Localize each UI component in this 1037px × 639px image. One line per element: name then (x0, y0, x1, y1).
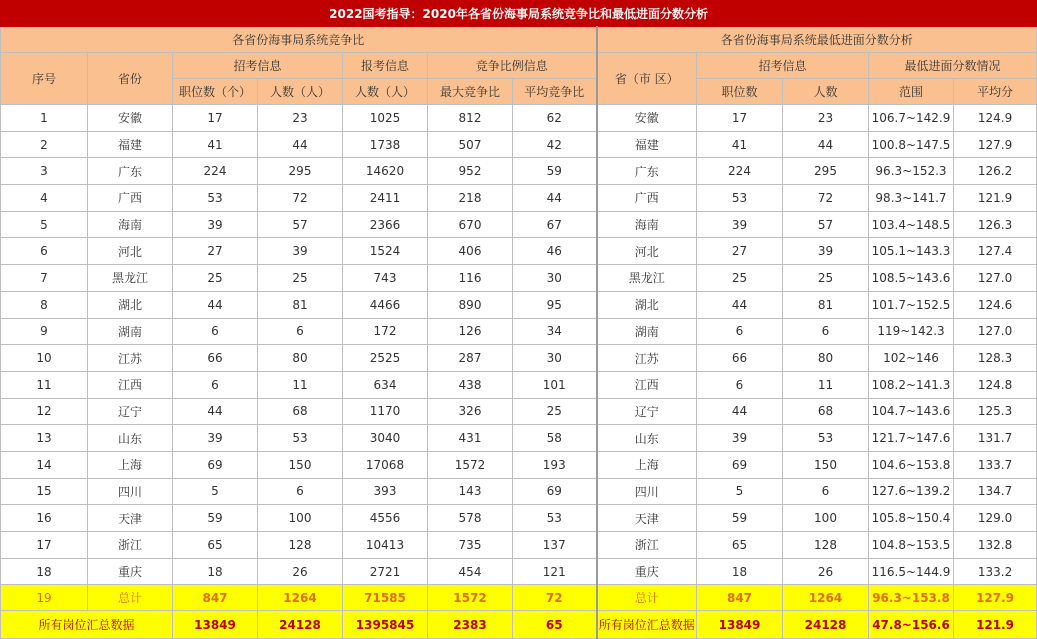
people2-cell: 6 (783, 318, 869, 345)
all-avg-ratio-cell: 65 (513, 611, 597, 639)
city-cell: 四川 (597, 478, 697, 505)
all-positions2-cell: 13849 (697, 611, 783, 639)
avg-ratio-cell: 95 (513, 291, 597, 318)
positions-cell: 39 (173, 211, 258, 238)
people-cell: 25 (258, 265, 343, 292)
positions-cell: 5 (173, 478, 258, 505)
header-avg-ratio: 平均竞争比 (513, 79, 597, 105)
total-range-cell: 96.3~153.8 (869, 585, 954, 611)
table-row (1, 371, 1037, 398)
score-cell: 133.7 (954, 451, 1037, 478)
seq-cell: 15 (1, 478, 88, 505)
avg-ratio-cell: 34 (513, 318, 597, 345)
people2-cell: 11 (783, 371, 869, 398)
people2-cell: 150 (783, 451, 869, 478)
apply-cell: 4466 (343, 291, 428, 318)
positions-cell: 69 (173, 451, 258, 478)
max-ratio-cell: 406 (428, 238, 513, 265)
positions-cell: 53 (173, 185, 258, 212)
positions2-cell: 6 (697, 371, 783, 398)
province-cell: 山东 (88, 425, 173, 452)
score-cell: 133.2 (954, 558, 1037, 585)
people-cell: 81 (258, 291, 343, 318)
avg-ratio-cell: 30 (513, 265, 597, 292)
seq-cell: 16 (1, 505, 88, 532)
score-cell: 126.3 (954, 211, 1037, 238)
people-cell: 68 (258, 398, 343, 425)
range-cell: 105.8~150.4 (869, 505, 954, 532)
people2-cell: 26 (783, 558, 869, 585)
apply-cell: 2366 (343, 211, 428, 238)
province-cell: 河北 (88, 238, 173, 265)
positions2-cell: 66 (697, 345, 783, 372)
range-cell: 104.7~143.6 (869, 398, 954, 425)
right-section-title: 各省份海事局系统最低进面分数分析 (597, 27, 1037, 53)
table-row (1, 532, 1037, 559)
apply-cell: 634 (343, 371, 428, 398)
avg-ratio-cell: 69 (513, 478, 597, 505)
people-cell: 100 (258, 505, 343, 532)
all-positions-row (1, 611, 1037, 639)
positions-cell: 39 (173, 425, 258, 452)
people2-cell: 23 (783, 105, 869, 132)
avg-ratio-cell: 53 (513, 505, 597, 532)
range-cell: 104.6~153.8 (869, 451, 954, 478)
total-city-cell: 总计 (597, 585, 697, 611)
max-ratio-cell: 507 (428, 131, 513, 158)
avg-ratio-cell: 46 (513, 238, 597, 265)
table-row (1, 185, 1037, 212)
table-row (1, 425, 1037, 452)
range-cell: 103.4~148.5 (869, 211, 954, 238)
apply-cell: 2411 (343, 185, 428, 212)
positions-cell: 66 (173, 345, 258, 372)
positions2-cell: 59 (697, 505, 783, 532)
max-ratio-cell: 454 (428, 558, 513, 585)
apply-cell: 393 (343, 478, 428, 505)
province-cell: 湖北 (88, 291, 173, 318)
score-cell: 125.3 (954, 398, 1037, 425)
score-cell: 126.2 (954, 158, 1037, 185)
table-row (1, 131, 1037, 158)
score-cell: 132.8 (954, 532, 1037, 559)
city-cell: 黑龙江 (597, 265, 697, 292)
range-cell: 96.3~152.3 (869, 158, 954, 185)
people-cell: 26 (258, 558, 343, 585)
positions2-cell: 39 (697, 211, 783, 238)
positions-cell: 41 (173, 131, 258, 158)
positions-cell: 6 (173, 371, 258, 398)
province-cell: 江西 (88, 371, 173, 398)
province-cell: 湖南 (88, 318, 173, 345)
seq-cell: 8 (1, 291, 88, 318)
header-max-ratio: 最大竞争比 (428, 79, 513, 105)
all-label2-cell: 所有岗位汇总数据 (597, 611, 697, 639)
header-people: 人数（人） (258, 79, 343, 105)
avg-ratio-cell: 193 (513, 451, 597, 478)
city-cell: 河北 (597, 238, 697, 265)
total-positions2-cell: 847 (697, 585, 783, 611)
header-seq: 序号 (1, 53, 88, 105)
score-cell: 124.6 (954, 291, 1037, 318)
positions2-cell: 224 (697, 158, 783, 185)
seq-cell: 2 (1, 131, 88, 158)
header-province: 省份 (88, 53, 173, 105)
total-row (1, 585, 1037, 611)
max-ratio-cell: 326 (428, 398, 513, 425)
header-score-info: 最低进面分数情况 (869, 53, 1037, 79)
avg-ratio-cell: 42 (513, 131, 597, 158)
people2-cell: 128 (783, 532, 869, 559)
score-cell: 127.0 (954, 318, 1037, 345)
apply-cell: 1524 (343, 238, 428, 265)
people2-cell: 39 (783, 238, 869, 265)
range-cell: 100.8~147.5 (869, 131, 954, 158)
positions2-cell: 44 (697, 398, 783, 425)
apply-cell: 2721 (343, 558, 428, 585)
positions-cell: 65 (173, 532, 258, 559)
province-cell: 广东 (88, 158, 173, 185)
range-cell: 116.5~144.9 (869, 558, 954, 585)
positions2-cell: 39 (697, 425, 783, 452)
positions-cell: 44 (173, 398, 258, 425)
people-cell: 23 (258, 105, 343, 132)
province-cell: 黑龙江 (88, 265, 173, 292)
avg-ratio-cell: 59 (513, 158, 597, 185)
all-max-ratio-cell: 2383 (428, 611, 513, 639)
apply-cell: 1738 (343, 131, 428, 158)
max-ratio-cell: 952 (428, 158, 513, 185)
avg-ratio-cell: 25 (513, 398, 597, 425)
table-row (1, 265, 1037, 292)
city-cell: 湖北 (597, 291, 697, 318)
positions-cell: 18 (173, 558, 258, 585)
avg-ratio-cell: 58 (513, 425, 597, 452)
province-cell: 广西 (88, 185, 173, 212)
province-cell: 安徽 (88, 105, 173, 132)
range-cell: 119~142.3 (869, 318, 954, 345)
max-ratio-cell: 143 (428, 478, 513, 505)
max-ratio-cell: 578 (428, 505, 513, 532)
range-cell: 108.2~141.3 (869, 371, 954, 398)
score-cell: 131.7 (954, 425, 1037, 452)
apply-cell: 2525 (343, 345, 428, 372)
seq-cell: 9 (1, 318, 88, 345)
max-ratio-cell: 438 (428, 371, 513, 398)
positions2-cell: 17 (697, 105, 783, 132)
people2-cell: 57 (783, 211, 869, 238)
positions2-cell: 25 (697, 265, 783, 292)
score-cell: 127.4 (954, 238, 1037, 265)
people-cell: 295 (258, 158, 343, 185)
table-row (1, 451, 1037, 478)
people2-cell: 80 (783, 345, 869, 372)
range-cell: 106.7~142.9 (869, 105, 954, 132)
seq-cell: 18 (1, 558, 88, 585)
header-recruit-info-2: 招考信息 (697, 53, 869, 79)
apply-cell: 1025 (343, 105, 428, 132)
people-cell: 6 (258, 478, 343, 505)
all-apply-cell: 1395845 (343, 611, 428, 639)
city-cell: 江西 (597, 371, 697, 398)
seq-cell: 7 (1, 265, 88, 292)
seq-cell: 13 (1, 425, 88, 452)
city-cell: 天津 (597, 505, 697, 532)
apply-cell: 4556 (343, 505, 428, 532)
positions-cell: 224 (173, 158, 258, 185)
all-range-cell: 47.8~156.6 (869, 611, 954, 639)
max-ratio-cell: 735 (428, 532, 513, 559)
header-apply-info: 报考信息 (343, 53, 428, 79)
avg-ratio-cell: 30 (513, 345, 597, 372)
people2-cell: 6 (783, 478, 869, 505)
people-cell: 80 (258, 345, 343, 372)
positions2-cell: 65 (697, 532, 783, 559)
people2-cell: 44 (783, 131, 869, 158)
max-ratio-cell: 890 (428, 291, 513, 318)
apply-cell: 17068 (343, 451, 428, 478)
province-cell: 重庆 (88, 558, 173, 585)
apply-cell: 743 (343, 265, 428, 292)
positions2-cell: 69 (697, 451, 783, 478)
total-province-cell: 总计 (88, 585, 173, 611)
header-apply-people: 人数（人） (343, 79, 428, 105)
max-ratio-cell: 287 (428, 345, 513, 372)
province-cell: 四川 (88, 478, 173, 505)
table-row (1, 238, 1037, 265)
people2-cell: 53 (783, 425, 869, 452)
people2-cell: 295 (783, 158, 869, 185)
apply-cell: 3040 (343, 425, 428, 452)
total-score-cell: 127.9 (954, 585, 1037, 611)
province-cell: 福建 (88, 131, 173, 158)
total-avg-ratio-cell: 72 (513, 585, 597, 611)
table-row (1, 505, 1037, 532)
avg-ratio-cell: 101 (513, 371, 597, 398)
score-cell: 121.9 (954, 185, 1037, 212)
positions-cell: 27 (173, 238, 258, 265)
max-ratio-cell: 431 (428, 425, 513, 452)
total-people2-cell: 1264 (783, 585, 869, 611)
table-row (1, 211, 1037, 238)
range-cell: 127.6~139.2 (869, 478, 954, 505)
positions2-cell: 27 (697, 238, 783, 265)
avg-ratio-cell: 62 (513, 105, 597, 132)
people-cell: 72 (258, 185, 343, 212)
max-ratio-cell: 218 (428, 185, 513, 212)
header-recruit-info: 招考信息 (173, 53, 343, 79)
max-ratio-cell: 1572 (428, 451, 513, 478)
avg-ratio-cell: 44 (513, 185, 597, 212)
score-cell: 127.0 (954, 265, 1037, 292)
people-cell: 150 (258, 451, 343, 478)
people-cell: 128 (258, 532, 343, 559)
province-cell: 上海 (88, 451, 173, 478)
positions-cell: 59 (173, 505, 258, 532)
city-cell: 安徽 (597, 105, 697, 132)
total-max-ratio-cell: 1572 (428, 585, 513, 611)
positions2-cell: 53 (697, 185, 783, 212)
score-cell: 127.9 (954, 131, 1037, 158)
range-cell: 101.7~152.5 (869, 291, 954, 318)
score-cell: 129.0 (954, 505, 1037, 532)
people2-cell: 81 (783, 291, 869, 318)
range-cell: 104.8~153.5 (869, 532, 954, 559)
all-people2-cell: 24128 (783, 611, 869, 639)
score-cell: 128.3 (954, 345, 1037, 372)
range-cell: 102~146 (869, 345, 954, 372)
positions2-cell: 44 (697, 291, 783, 318)
province-cell: 海南 (88, 211, 173, 238)
table-row (1, 318, 1037, 345)
max-ratio-cell: 126 (428, 318, 513, 345)
positions2-cell: 6 (697, 318, 783, 345)
seq-cell: 12 (1, 398, 88, 425)
province-cell: 浙江 (88, 532, 173, 559)
positions-cell: 44 (173, 291, 258, 318)
all-people-cell: 24128 (258, 611, 343, 639)
header-city: 省（市 区） (597, 53, 697, 105)
positions-cell: 17 (173, 105, 258, 132)
city-cell: 广西 (597, 185, 697, 212)
total-apply-cell: 71585 (343, 585, 428, 611)
seq-cell: 14 (1, 451, 88, 478)
range-cell: 121.7~147.6 (869, 425, 954, 452)
province-cell: 天津 (88, 505, 173, 532)
seq-cell: 17 (1, 532, 88, 559)
people-cell: 11 (258, 371, 343, 398)
seq-cell: 6 (1, 238, 88, 265)
city-cell: 辽宁 (597, 398, 697, 425)
positions-cell: 25 (173, 265, 258, 292)
people2-cell: 25 (783, 265, 869, 292)
table-row (1, 558, 1037, 585)
people-cell: 6 (258, 318, 343, 345)
header-positions-2: 职位数 (697, 79, 783, 105)
table-row (1, 105, 1037, 132)
seq-cell: 10 (1, 345, 88, 372)
province-cell: 江苏 (88, 345, 173, 372)
city-cell: 江苏 (597, 345, 697, 372)
score-cell: 124.8 (954, 371, 1037, 398)
avg-ratio-cell: 67 (513, 211, 597, 238)
people-cell: 44 (258, 131, 343, 158)
city-cell: 湖南 (597, 318, 697, 345)
apply-cell: 14620 (343, 158, 428, 185)
seq-cell: 3 (1, 158, 88, 185)
apply-cell: 1170 (343, 398, 428, 425)
positions2-cell: 5 (697, 478, 783, 505)
seq-cell: 4 (1, 185, 88, 212)
city-cell: 海南 (597, 211, 697, 238)
seq-cell: 5 (1, 211, 88, 238)
header-positions: 职位数（个） (173, 79, 258, 105)
city-cell: 浙江 (597, 532, 697, 559)
table-row (1, 291, 1037, 318)
header-range: 范围 (869, 79, 954, 105)
people-cell: 57 (258, 211, 343, 238)
avg-ratio-cell: 137 (513, 532, 597, 559)
people2-cell: 68 (783, 398, 869, 425)
city-cell: 上海 (597, 451, 697, 478)
max-ratio-cell: 116 (428, 265, 513, 292)
people2-cell: 100 (783, 505, 869, 532)
people-cell: 53 (258, 425, 343, 452)
score-cell: 124.9 (954, 105, 1037, 132)
city-cell: 广东 (597, 158, 697, 185)
header-ratio-info: 竞争比例信息 (428, 53, 597, 79)
table-row (1, 158, 1037, 185)
positions2-cell: 41 (697, 131, 783, 158)
table-title: 2022国考指导：2020年各省份海事局系统竞争比和最低进面分数分析 (1, 1, 1037, 27)
left-section-title: 各省份海事局系统竞争比 (1, 27, 597, 53)
table-row (1, 398, 1037, 425)
apply-cell: 172 (343, 318, 428, 345)
max-ratio-cell: 670 (428, 211, 513, 238)
table-row (1, 345, 1037, 372)
range-cell: 105.1~143.3 (869, 238, 954, 265)
province-cell: 辽宁 (88, 398, 173, 425)
city-cell: 山东 (597, 425, 697, 452)
all-positions-cell: 13849 (173, 611, 258, 639)
total-positions-cell: 847 (173, 585, 258, 611)
positions-cell: 6 (173, 318, 258, 345)
score-cell: 134.7 (954, 478, 1037, 505)
apply-cell: 10413 (343, 532, 428, 559)
seq-cell: 11 (1, 371, 88, 398)
people-cell: 39 (258, 238, 343, 265)
all-score-cell: 121.9 (954, 611, 1037, 639)
avg-ratio-cell: 121 (513, 558, 597, 585)
header-people-2: 人数 (783, 79, 869, 105)
positions2-cell: 18 (697, 558, 783, 585)
table-row (1, 478, 1037, 505)
all-label-cell: 所有岗位汇总数据 (1, 611, 173, 639)
range-cell: 108.5~143.6 (869, 265, 954, 292)
city-cell: 重庆 (597, 558, 697, 585)
header-avg-score: 平均分 (954, 79, 1037, 105)
seq-cell: 1 (1, 105, 88, 132)
max-ratio-cell: 812 (428, 105, 513, 132)
people2-cell: 72 (783, 185, 869, 212)
city-cell: 福建 (597, 131, 697, 158)
range-cell: 98.3~141.7 (869, 185, 954, 212)
total-people-cell: 1264 (258, 585, 343, 611)
total-seq-cell: 19 (1, 585, 88, 611)
